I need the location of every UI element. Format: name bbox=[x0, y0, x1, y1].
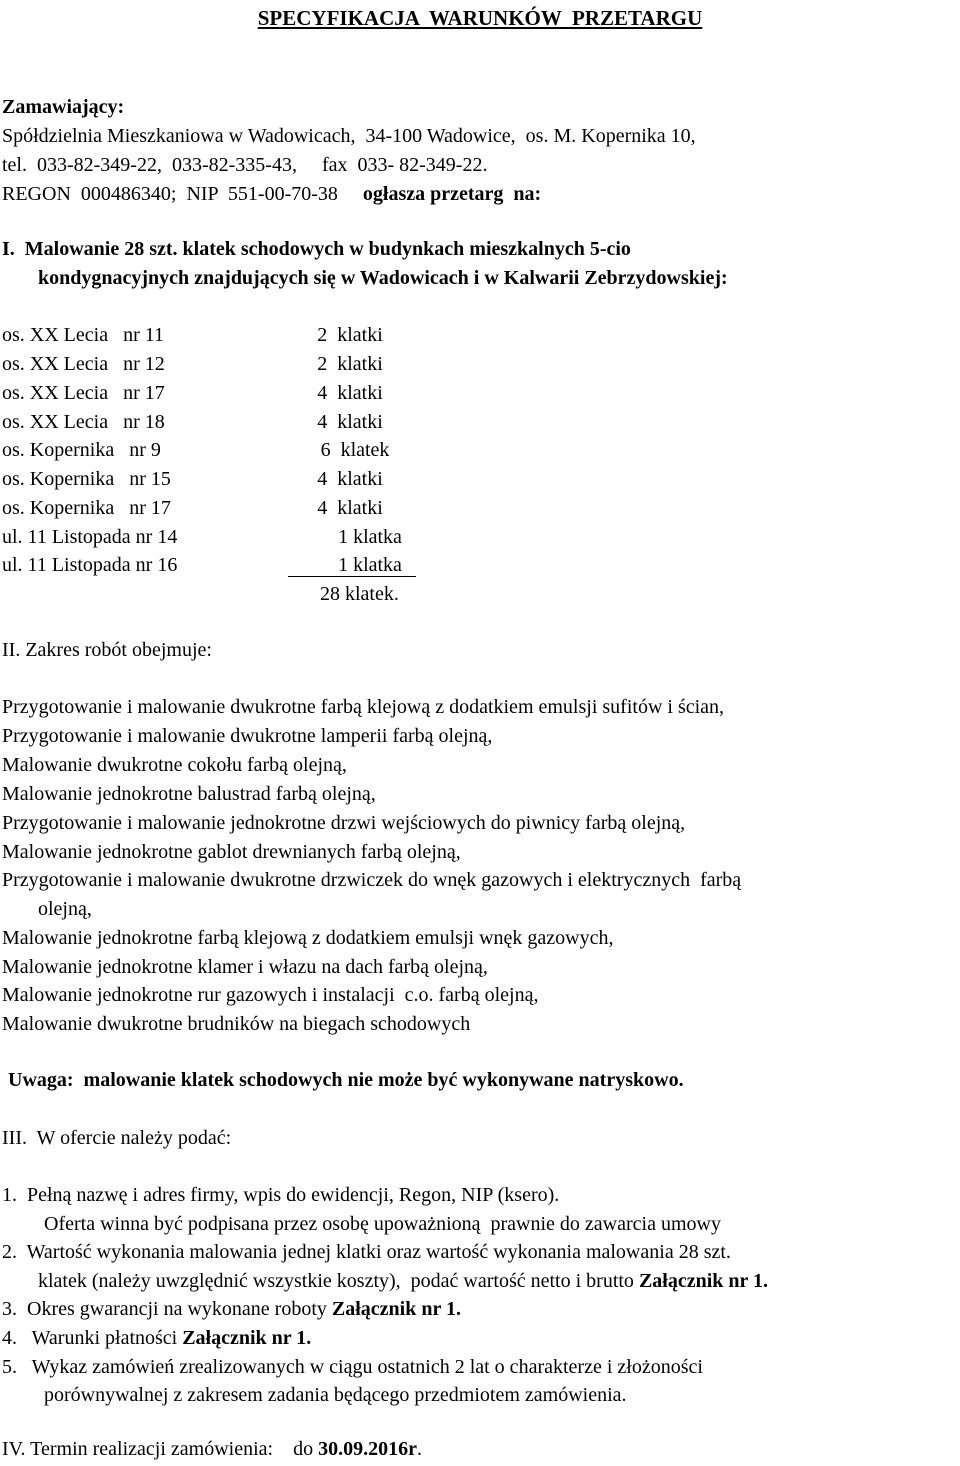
building-count: 2 klatki bbox=[317, 353, 383, 375]
section-3-heading: III. W ofercie należy podać: bbox=[2, 1127, 232, 1149]
offer-item-3 bbox=[2, 1297, 461, 1321]
building-count: 6 klatek bbox=[320, 439, 390, 461]
orderer-line-3 bbox=[2, 182, 541, 206]
building-address: os. Kopernika nr 9 bbox=[2, 439, 161, 461]
deadline-label: IV. Termin realizacji zamówienia: do bbox=[2, 1438, 319, 1460]
attachment-ref: Załącznik nr 1. bbox=[638, 1270, 769, 1292]
section-2-heading: II. Zakres robót obejmuje: bbox=[2, 639, 212, 661]
sum-underline bbox=[288, 576, 416, 577]
building-address: ul. 11 Listopada nr 14 bbox=[2, 526, 178, 548]
offer-item-2-continuation bbox=[38, 1269, 768, 1293]
total-count: 28 klatek. bbox=[320, 583, 399, 605]
attachment-ref: Załącznik nr 1. bbox=[331, 1298, 461, 1320]
section-1-title-line-1: I. Malowanie 28 szt. klatek schodowych w budynkach mieszkalnych 5-cio bbox=[2, 238, 631, 260]
deadline-date: 30.09.2016r bbox=[318, 1438, 417, 1460]
building-address: os. Kopernika nr 17 bbox=[2, 497, 171, 519]
building-count: 4 klatki bbox=[317, 497, 383, 519]
scope-item: Malowanie dwukrotne cokołu farbą olejną, bbox=[2, 754, 347, 776]
scope-item: Malowanie jednokrotne klamer i włazu na dach farbą olejną, bbox=[2, 956, 488, 978]
scope-item: Malowanie jednokrotne gablot drewnianych farbą olejną, bbox=[2, 841, 461, 863]
scope-item: Przygotowanie i malowanie dwukrotne farbą klejową z dodatkiem emulsji sufitów i ścian, bbox=[2, 696, 725, 718]
scope-item: Malowanie jednokrotne farbą klejową z dodatkiem emulsji wnęk gazowych, bbox=[2, 927, 614, 949]
offer-item-2: 2. Wartość wykonania malowania jednej klatki oraz wartość wykonania malowania 28 szt. bbox=[2, 1241, 731, 1263]
building-count: 1 klatka bbox=[338, 526, 402, 548]
building-address: os. XX Lecia nr 18 bbox=[2, 411, 165, 433]
orderer-line-2: tel. 033-82-349-22, 033-82-335-43, fax 033- 82-349-22. bbox=[2, 154, 488, 176]
deadline-suffix: . bbox=[416, 1438, 422, 1460]
scope-item: Malowanie jednokrotne balustrad farbą olejną, bbox=[2, 783, 376, 805]
offer-item-4 bbox=[2, 1326, 311, 1350]
scope-item: Malowanie dwukrotne brudników na biegach schodowych bbox=[2, 1013, 471, 1035]
building-count: 2 klatki bbox=[317, 324, 383, 346]
building-count: 1 klatka bbox=[338, 554, 402, 576]
scope-item: Przygotowanie i malowanie jednokrotne drzwi wejściowych do piwnicy farbą olejną, bbox=[2, 812, 686, 834]
offer-item-3-text: 3. Okres gwarancji na wykonane roboty bbox=[2, 1298, 332, 1320]
building-address: os. Kopernika nr 15 bbox=[2, 468, 171, 490]
offer-item-1-continuation: Oferta winna być podpisana przez osobę upoważnioną prawnie do zawarcia umowy bbox=[44, 1213, 721, 1235]
orderer-heading: Zamawiający: bbox=[2, 96, 125, 118]
building-address: os. XX Lecia nr 17 bbox=[2, 382, 165, 404]
building-count: 4 klatki bbox=[317, 382, 383, 404]
offer-item-2-text: klatek (należy uwzględnić wszystkie koszty), podać wartość netto i brutto bbox=[38, 1270, 639, 1292]
orderer-line-1: Spółdzielnia Mieszkaniowa w Wadowicach, 34-100 Wadowice, os. M. Kopernika 10, bbox=[2, 125, 696, 147]
building-count: 4 klatki bbox=[317, 468, 383, 490]
announcement: ogłasza przetarg na: bbox=[362, 183, 542, 205]
scope-item: Malowanie jednokrotne rur gazowych i instalacji c.o. farbą olejną, bbox=[2, 984, 539, 1006]
offer-item-1: 1. Pełną nazwę i adres firmy, wpis do ewidencji, Regon, NIP (ksero). bbox=[2, 1184, 560, 1206]
warning-note: Uwaga: malowanie klatek schodowych nie może być wykonywane natryskowo. bbox=[8, 1069, 684, 1091]
completion-deadline bbox=[2, 1437, 422, 1461]
scope-item: Przygotowanie i malowanie dwukrotne drzwiczek do wnęk gazowych i elektrycznych farbą bbox=[2, 869, 742, 891]
orderer-ids: REGON 000486340; NIP 551-00-70-38 bbox=[2, 183, 338, 205]
document-title: SPECYFIKACJA WARUNKÓW PRZETARGU bbox=[257, 6, 703, 30]
building-count: 4 klatki bbox=[317, 411, 383, 433]
building-address: os. XX Lecia nr 12 bbox=[2, 353, 165, 375]
building-address: os. XX Lecia nr 11 bbox=[2, 324, 164, 346]
offer-item-5: 5. Wykaz zamówień zrealizowanych w ciągu ostatnich 2 lat o charakterze i złożoności bbox=[2, 1356, 703, 1378]
offer-item-4-text: 4. Warunki płatności bbox=[2, 1327, 183, 1349]
attachment-ref: Załącznik nr 1. bbox=[182, 1327, 312, 1349]
scope-item-continuation: olejną, bbox=[38, 898, 92, 920]
building-address: ul. 11 Listopada nr 16 bbox=[2, 554, 178, 576]
section-1-title-line-2: kondygnacyjnych znajdujących się w Wadowicach i w Kalwarii Zebrzydowskiej: bbox=[38, 267, 728, 289]
offer-item-5-continuation: porównywalnej z zakresem zadania będącego przedmiotem zamówienia. bbox=[44, 1384, 627, 1406]
scope-item: Przygotowanie i malowanie dwukrotne lamperii farbą olejną, bbox=[2, 725, 493, 747]
